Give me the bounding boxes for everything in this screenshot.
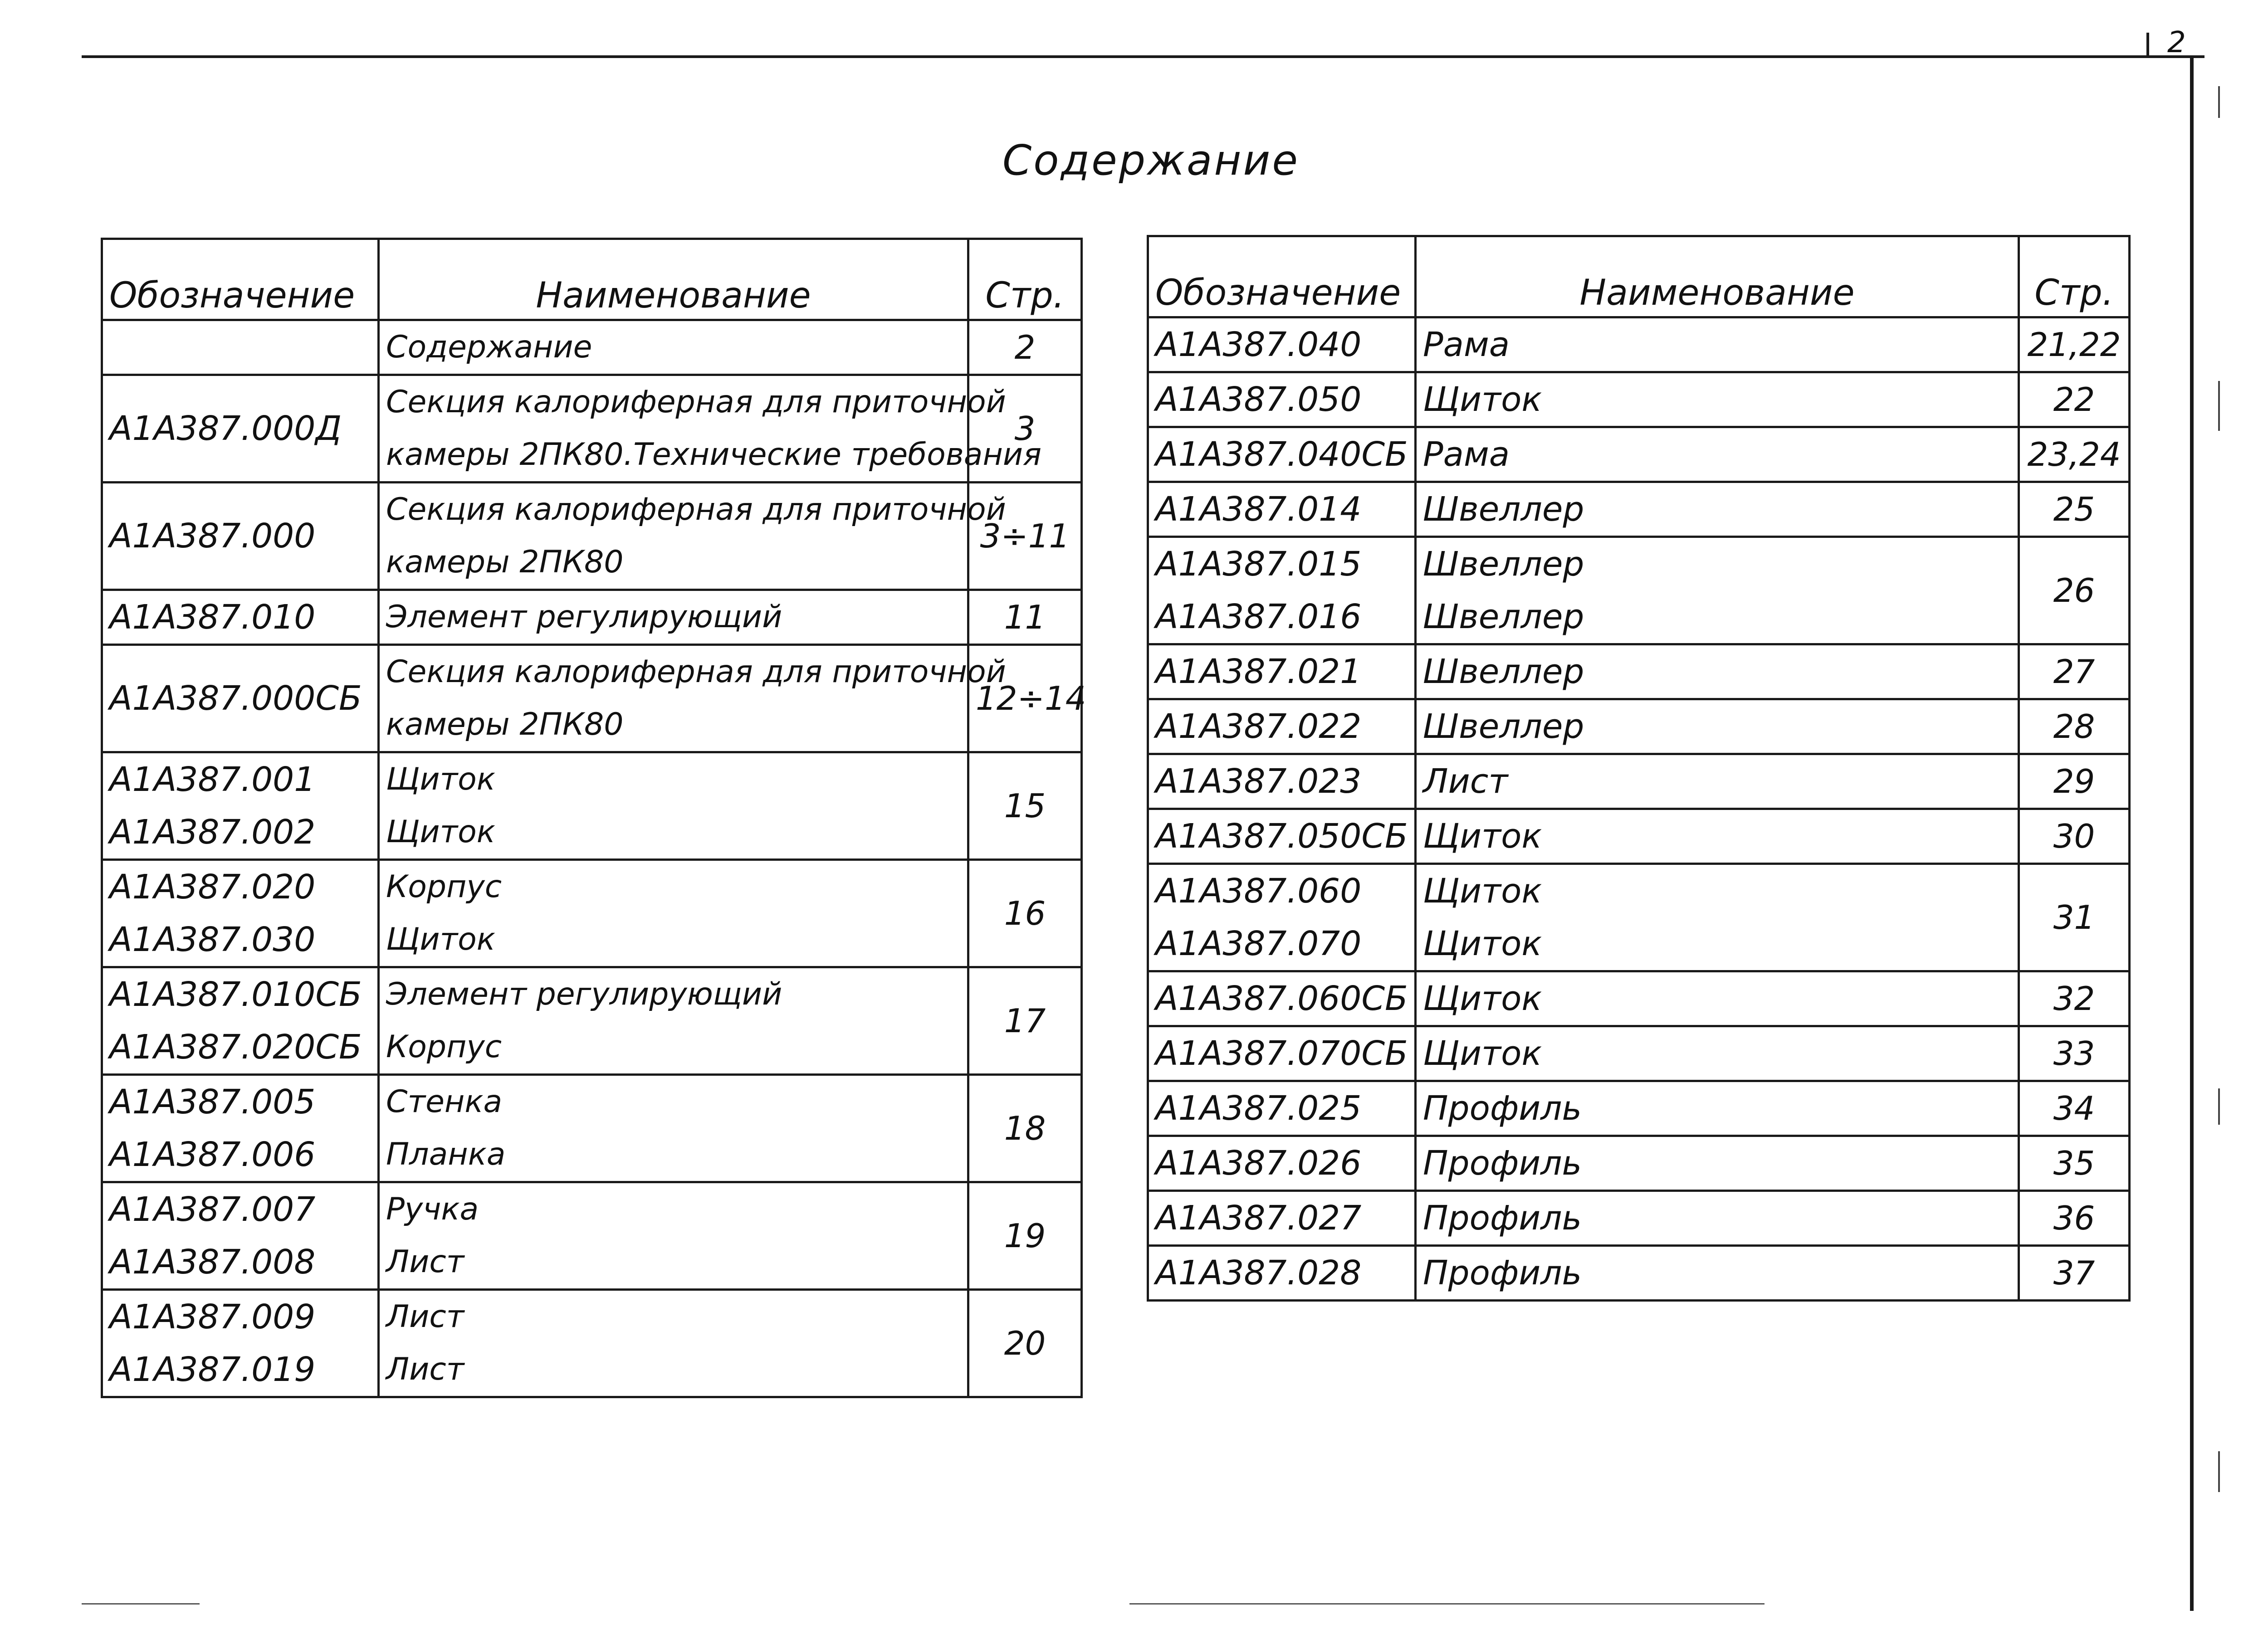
- designation-cell: [102, 320, 379, 375]
- designation-code: А1А387.000: [109, 517, 316, 556]
- item-name-cell: [379, 1075, 968, 1182]
- table-row: [1148, 971, 2130, 1026]
- contents-table-left: [101, 238, 1086, 1398]
- table-row: [102, 483, 1082, 590]
- page-number: 25: [2019, 482, 2130, 537]
- table-row: [1148, 864, 2130, 971]
- item-name-cell: [1416, 1081, 2019, 1136]
- table-row: [1148, 317, 2130, 372]
- designation-cell: [102, 967, 379, 1075]
- page-number: 21,22: [2019, 317, 2130, 372]
- designation-cell: [1148, 1246, 1416, 1301]
- table-row: [102, 967, 1082, 1075]
- bottom-frame-line: [82, 1603, 200, 1605]
- designation-code: А1А387.060: [1155, 872, 1362, 911]
- page-number: 35: [2019, 1136, 2130, 1191]
- table-row: [1148, 482, 2130, 537]
- item-name-cell: [1416, 1191, 2019, 1246]
- table-row: [1148, 537, 2130, 644]
- page-number: 20: [968, 1290, 1082, 1397]
- page-number: 3÷11: [968, 483, 1082, 590]
- table-row: [1148, 427, 2130, 482]
- item-name: Лист: [1423, 762, 1508, 801]
- designation-code: А1А387.016: [1155, 597, 1362, 636]
- page-number: 3: [968, 375, 1082, 483]
- item-name-cell: [379, 752, 968, 860]
- table-header-row: [1148, 236, 2130, 317]
- item-name: Швеллер: [1423, 707, 1584, 746]
- item-name: Щиток: [386, 761, 495, 797]
- designation-code: А1А387.040СБ: [1155, 435, 1408, 474]
- item-name-cell: [379, 645, 1006, 752]
- designation-code: А1А387.023: [1155, 762, 1362, 801]
- item-name-cell: [1416, 864, 2019, 971]
- table-row: [102, 1182, 1082, 1290]
- bottom-frame-line: [1129, 1603, 1765, 1605]
- item-name: Стенка: [386, 1084, 503, 1120]
- item-name-cell: [379, 590, 968, 645]
- table-row: [1148, 1246, 2130, 1301]
- item-name: Лист: [386, 1299, 464, 1335]
- designation-cell: [102, 645, 379, 752]
- designation-code: А1А387.026: [1155, 1144, 1362, 1183]
- page-number: 30: [2019, 809, 2130, 864]
- page-number: 27: [2019, 644, 2130, 699]
- designation-code: А1А387.000Д: [109, 409, 342, 448]
- table-row: [102, 375, 1082, 483]
- page-number: 23,24: [2019, 427, 2130, 482]
- item-name-cell: [379, 967, 968, 1075]
- table-row: [102, 590, 1082, 645]
- header-name: Наименование: [1416, 236, 2019, 317]
- item-name: Щиток: [1423, 872, 1542, 911]
- item-name-cell: [379, 320, 968, 375]
- page-number: 29: [2019, 754, 2130, 809]
- page-number: 28: [2019, 699, 2130, 754]
- table-row: [102, 752, 1082, 860]
- item-name: Секция калориферная для приточной: [386, 492, 1006, 527]
- item-name: Швеллер: [1423, 545, 1584, 584]
- item-name: Швеллер: [1423, 652, 1584, 691]
- designation-cell: [1148, 644, 1416, 699]
- item-name: Профиль: [1423, 1144, 1582, 1183]
- item-name: Профиль: [1423, 1254, 1582, 1293]
- item-name-cell: [1416, 537, 2019, 644]
- right-frame-line: [2190, 55, 2194, 1611]
- item-name: камеры 2ПК80: [386, 544, 624, 580]
- item-name: Щиток: [1423, 380, 1542, 419]
- item-name-cell: [379, 375, 1041, 483]
- item-name-cell: [1416, 754, 2019, 809]
- sheet-number: 2: [2167, 26, 2186, 59]
- designation-code: А1А387.007: [109, 1190, 316, 1229]
- edge-mark: [2218, 1088, 2220, 1125]
- designation-code: А1А387.025: [1155, 1089, 1362, 1128]
- item-name: Лист: [386, 1351, 464, 1387]
- item-name: Щиток: [386, 814, 495, 850]
- table-row: [1148, 1136, 2130, 1191]
- item-name: камеры 2ПК80.Технические требования: [386, 437, 1041, 473]
- item-name: Щиток: [1423, 817, 1542, 856]
- item-name-cell: [379, 860, 968, 967]
- item-name: Щиток: [386, 922, 495, 957]
- item-name: Профиль: [1423, 1199, 1582, 1238]
- designation-code: А1А387.030: [109, 920, 316, 959]
- item-name-cell: [1416, 644, 2019, 699]
- table-row: [1148, 1026, 2130, 1081]
- item-name-cell: [1416, 372, 2019, 427]
- designation-code: А1А387.006: [109, 1135, 316, 1174]
- contents-table-right: [1147, 235, 2131, 1302]
- table-header-row: [102, 239, 1082, 320]
- edge-mark: [2218, 1451, 2220, 1492]
- item-name: Ручка: [386, 1191, 479, 1227]
- designation-cell: [102, 752, 379, 860]
- item-name: камеры 2ПК80: [386, 707, 624, 742]
- page-number: 2: [968, 320, 1082, 375]
- page-number: 11: [968, 590, 1082, 645]
- designation-cell: [1148, 1026, 1416, 1081]
- designation-code: А1А387.020: [109, 868, 316, 907]
- designation-cell: [1148, 482, 1416, 537]
- item-name-cell: [379, 483, 1006, 590]
- designation-cell: [102, 375, 379, 483]
- header-page: Стр.: [968, 239, 1082, 320]
- item-name: Рама: [1423, 435, 1510, 474]
- designation-cell: [102, 1182, 379, 1290]
- designation-code: А1А387.050СБ: [1155, 817, 1408, 856]
- designation-code: А1А387.010СБ: [109, 975, 362, 1014]
- table-row: [1148, 372, 2130, 427]
- item-name: Секция калориферная для приточной: [386, 384, 1006, 420]
- designation-cell: [1148, 699, 1416, 754]
- table-row: [1148, 1191, 2130, 1246]
- designation-code: А1А387.028: [1155, 1254, 1362, 1293]
- page-number: 16: [968, 860, 1082, 967]
- page-number: 15: [968, 752, 1082, 860]
- designation-code: А1А387.010: [109, 598, 316, 637]
- edge-mark: [2218, 381, 2220, 431]
- designation-code: А1А387.070СБ: [1155, 1034, 1408, 1073]
- designation-cell: [1148, 1081, 1416, 1136]
- item-name: Элемент регулирующий: [386, 599, 782, 635]
- item-name: Корпус: [386, 1029, 502, 1065]
- item-name-cell: [1416, 427, 2019, 482]
- designation-code: А1А387.009: [109, 1297, 316, 1336]
- designation-code: А1А387.000СБ: [109, 679, 362, 718]
- item-name: Лист: [386, 1244, 464, 1280]
- header-code: Обозначение: [102, 239, 379, 320]
- table-row: [102, 1290, 1082, 1397]
- item-name: Швеллер: [1423, 490, 1584, 529]
- page-number: 33: [2019, 1026, 2130, 1081]
- item-name-cell: [1416, 482, 2019, 537]
- page-number: 34: [2019, 1081, 2130, 1136]
- item-name: Содержание: [386, 329, 592, 365]
- item-name-cell: [1416, 317, 2019, 372]
- designation-cell: [102, 483, 379, 590]
- item-name: Рама: [1423, 325, 1510, 364]
- designation-cell: [1148, 864, 1416, 971]
- designation-cell: [1148, 1136, 1416, 1191]
- designation-cell: [102, 860, 379, 967]
- item-name-cell: [1416, 1026, 2019, 1081]
- item-name: Корпус: [386, 869, 502, 905]
- item-name-cell: [1416, 699, 2019, 754]
- designation-code: А1А387.002: [109, 813, 316, 852]
- designation-code: А1А387.019: [109, 1350, 316, 1389]
- designation-code: А1А387.015: [1155, 545, 1362, 584]
- item-name-cell: [1416, 971, 2019, 1026]
- designation-code: А1А387.060СБ: [1155, 979, 1408, 1018]
- item-name: Щиток: [1423, 924, 1542, 963]
- page-number: 22: [2019, 372, 2130, 427]
- item-name-cell: [1416, 1136, 2019, 1191]
- item-name-cell: [379, 1290, 968, 1397]
- page-number: 37: [2019, 1246, 2130, 1301]
- item-name-cell: [379, 1182, 968, 1290]
- item-name: Секция калориферная для приточной: [386, 654, 1006, 690]
- designation-code: А1А387.001: [109, 760, 316, 799]
- item-name: Щиток: [1423, 1034, 1542, 1073]
- table-row: [1148, 809, 2130, 864]
- table-row: [102, 645, 1082, 752]
- item-name: Щиток: [1423, 979, 1542, 1018]
- page-number: 19: [968, 1182, 1082, 1290]
- item-name-cell: [1416, 1246, 2019, 1301]
- top-frame-line: [82, 55, 2204, 58]
- header-code: Обозначение: [1148, 236, 1416, 317]
- table-row: [1148, 1081, 2130, 1136]
- page-number: 17: [968, 967, 1082, 1075]
- table-row: [1148, 699, 2130, 754]
- item-name: Швеллер: [1423, 597, 1584, 636]
- page-number: 36: [2019, 1191, 2130, 1246]
- item-name: Планка: [386, 1136, 506, 1172]
- designation-code: А1А387.014: [1155, 490, 1362, 529]
- designation-code: А1А387.022: [1155, 707, 1362, 746]
- document-title: Содержание: [1002, 136, 1300, 185]
- designation-cell: [102, 1290, 379, 1397]
- designation-code: А1А387.008: [109, 1243, 316, 1282]
- designation-cell: [1148, 372, 1416, 427]
- stamp-divider: [2146, 33, 2149, 58]
- table-row: [1148, 754, 2130, 809]
- page-number: 18: [968, 1075, 1082, 1182]
- designation-cell: [1148, 1191, 1416, 1246]
- item-name-cell: [1416, 809, 2019, 864]
- page-number: 12÷14: [968, 645, 1082, 752]
- table-row: [102, 860, 1082, 967]
- designation-cell: [1148, 317, 1416, 372]
- designation-code: А1А387.027: [1155, 1199, 1362, 1238]
- designation-cell: [102, 1075, 379, 1182]
- item-name: Профиль: [1423, 1089, 1582, 1128]
- designation-cell: [1148, 537, 1416, 644]
- page-number: 26: [2019, 537, 2130, 644]
- header-page: Стр.: [2019, 236, 2130, 317]
- designation-code: А1А387.040: [1155, 325, 1362, 364]
- header-name: Наименование: [379, 239, 968, 320]
- table-row: [1148, 644, 2130, 699]
- page-number: 31: [2019, 864, 2130, 971]
- designation-code: А1А387.021: [1155, 652, 1362, 691]
- designation-cell: [1148, 809, 1416, 864]
- item-name: Элемент регулирующий: [386, 976, 782, 1012]
- table-row: [102, 320, 1082, 375]
- designation-code: А1А387.020СБ: [109, 1028, 362, 1067]
- designation-cell: [1148, 754, 1416, 809]
- table-row: [102, 1075, 1082, 1182]
- designation-code: А1А387.070: [1155, 924, 1362, 963]
- designation-cell: [102, 590, 379, 645]
- edge-mark: [2218, 86, 2220, 118]
- designation-code: А1А387.005: [109, 1083, 316, 1122]
- designation-cell: [1148, 971, 1416, 1026]
- designation-code: А1А387.050: [1155, 380, 1362, 419]
- designation-cell: [1148, 427, 1416, 482]
- page-number: 32: [2019, 971, 2130, 1026]
